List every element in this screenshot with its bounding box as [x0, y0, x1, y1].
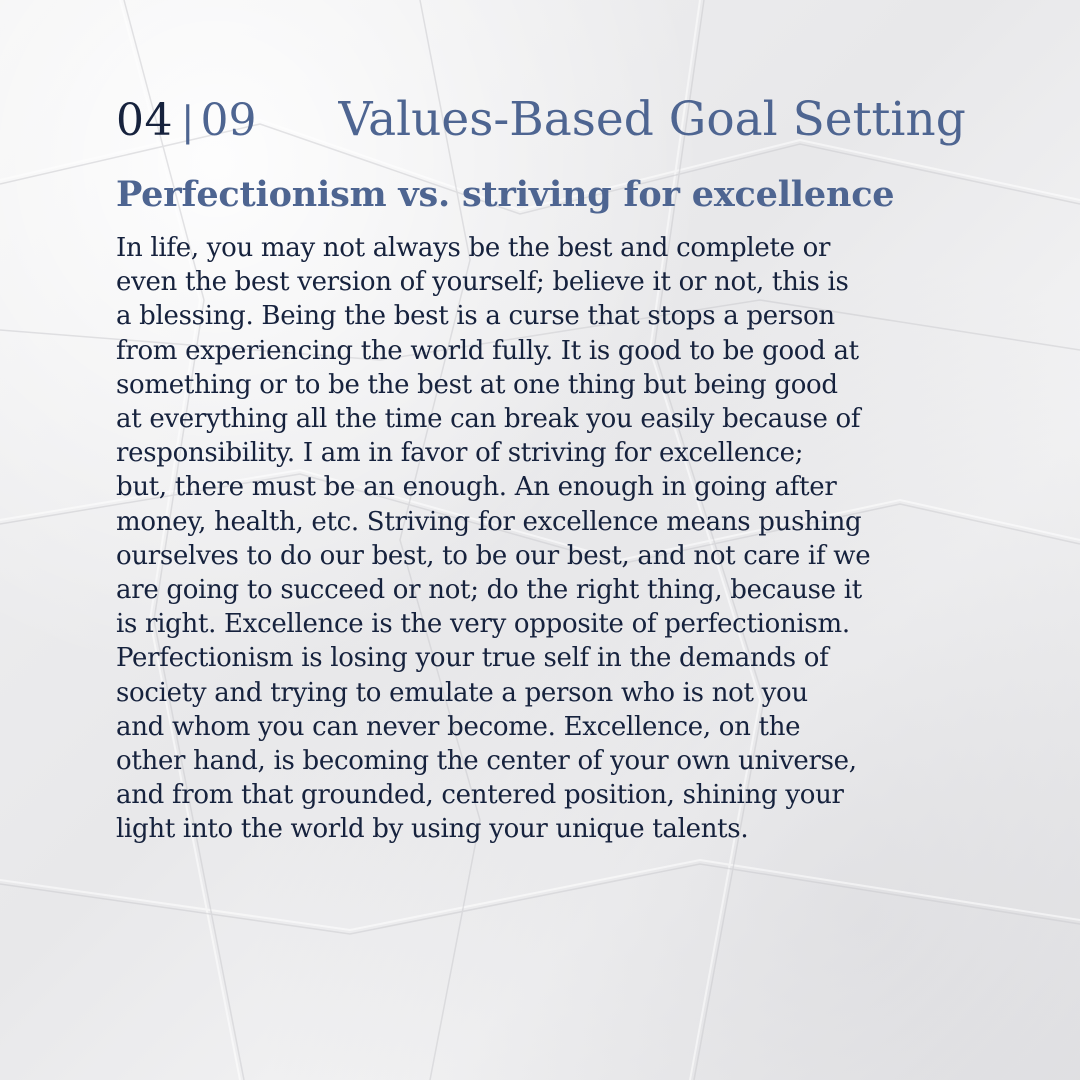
body-line: ourselves to do our best, to be our best, and not care if we: [116, 540, 871, 571]
page-header: [116, 92, 1016, 148]
body-line: and from that grounded, centered position, shining your: [116, 780, 844, 811]
body-line: something or to be the best at one thing but being good: [116, 369, 838, 400]
page-number-total: 09: [200, 95, 257, 146]
body-line: a blessing. Being the best is a curse that stops a person: [116, 301, 835, 332]
body-line: are going to succeed or not; do the right thing, because it: [116, 575, 862, 606]
body-line: society and trying to emulate a person who is not you: [116, 677, 808, 708]
body-line: even the best version of yourself; believe it or not, this is: [116, 267, 849, 298]
section-subtitle: Perfectionism vs. striving for excellence: [116, 174, 895, 215]
body-line: responsibility. I am in favor of striving for excellence;: [116, 438, 804, 469]
body-line: money, health, etc. Striving for excellence means pushing: [116, 506, 862, 537]
page-number-current: 04: [116, 95, 173, 146]
page-number-separator: |: [181, 99, 195, 145]
body-line: is right. Excellence is the very opposite of perfectionism.: [116, 609, 850, 640]
body-line: In life, you may not always be the best and complete or: [116, 233, 831, 263]
body-line: and whom you can never become. Excellence, on the: [116, 711, 801, 742]
body-line: from experiencing the world fully. It is good to be good at: [116, 335, 859, 366]
body-line: Perfectionism is losing your true self in the demands of: [116, 643, 829, 674]
body-line: at everything all the time can break you easily because of: [116, 404, 861, 435]
body-line: other hand, is becoming the center of your own universe,: [116, 746, 857, 777]
body-line: light into the world by using your unique talents.: [116, 814, 749, 845]
body-line: but, there must be an enough. An enough in going after: [116, 472, 837, 503]
page-title: Values-Based Goal Setting: [338, 92, 966, 147]
document-page: [116, 92, 1016, 847]
body-paragraph: [116, 231, 976, 847]
